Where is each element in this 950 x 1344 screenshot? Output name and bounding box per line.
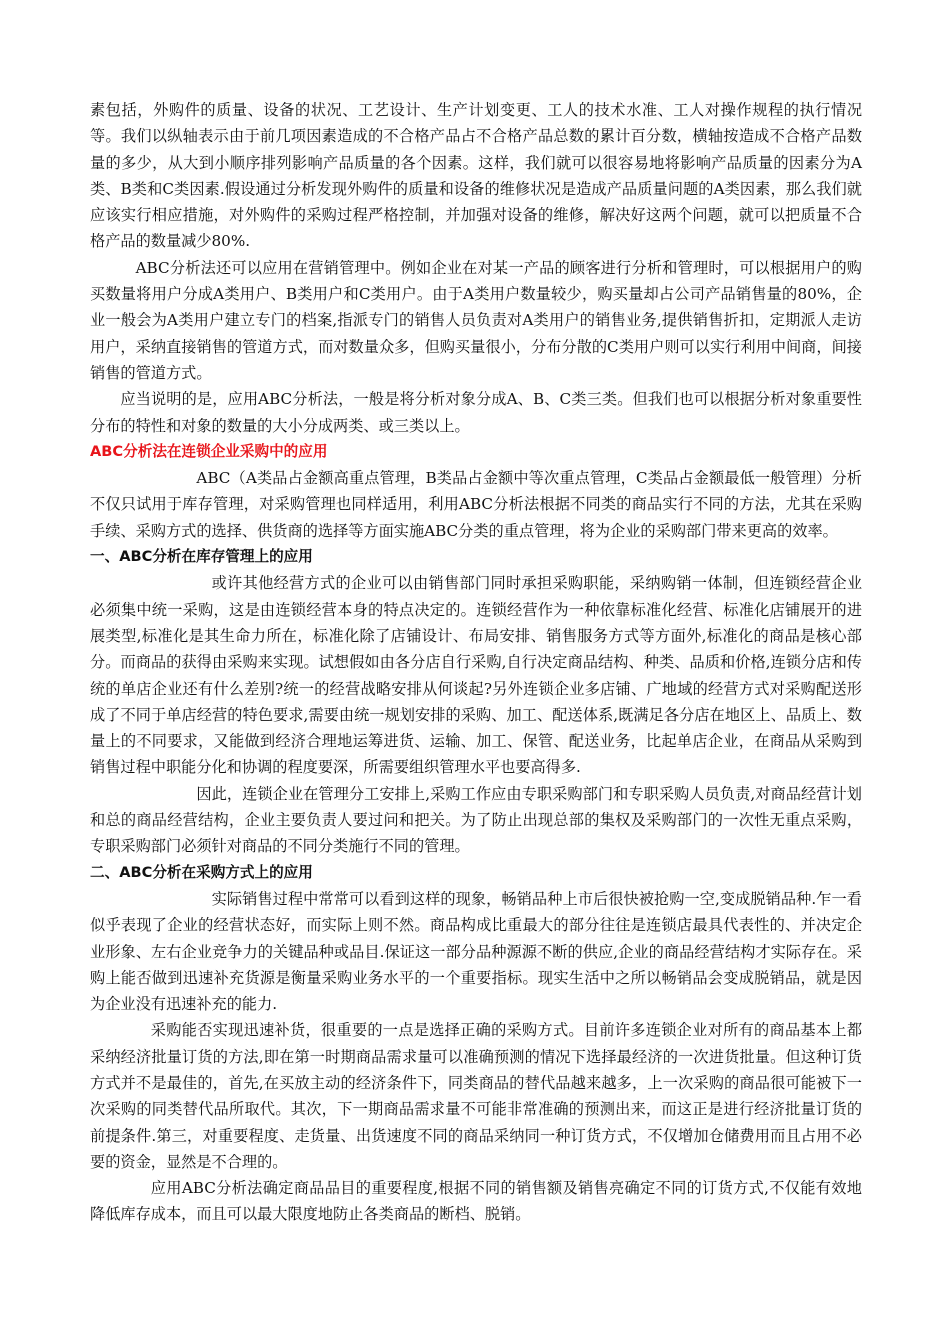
paragraph-marketing: ABC分析法还可以应用在营销管理中。例如企业在对某一产品的顾客进行分析和管理时，可以根据用户的购买数量将用户分成A类用户、B类用户和C类用户。由于A类用户数量较少，购买量却占公司产品销售量的80%，企业一般会为A类用户建立专门的档案,指派专门的销售人员负责对A类用户的销售业务,提供销售折扣，定期派人走访用户，采纳直接销售的管道方式，而对数量众多，但购买量很小，分布分散的C类用户则可以实行利用中间商，间接销售的管道方式。: [90, 258, 862, 382]
paragraph-division-of-labor: 因此，连锁企业在管理分工安排上,采购工作应由专职采购部门和专职采购人员负责,对商品经营计划和总的商品经营结构，企业主要负责人要过问和把关。为了防止出现总部的集权及采购部门的一次性无重点采购，专职采购部门必须针对商品的不同分类施行不同的管理。: [90, 784, 862, 856]
paragraph-replenishment: 采购能否实现迅速补货，很重要的一点是选择正确的采购方式。目前许多连锁企业对所有的商品基本上都采纳经济批量订货的方法,即在第一时期商品需求量可以准确预测的情况下选择最经济的一次进货批量。但这种订货方式并不是最佳的，首先,在买放主动的经济条件下，同类商品的替代品越来越多，上一次采购的商品很可能被下一次采购的同类替代品所取代。其次，下一期商品需求量不可能非常准确的预测出来，而这正是进行经济批量订货的前提条件.第三，对重要程度、走货量、出货速度不同的商品采纳同一种订货方式，不仅增加仓储费用而且占用不必要的资金，显然是不合理的。: [90, 1021, 862, 1171]
paragraph-note: 应当说明的是，应用ABC分析法，一般是将分析对象分成A、B、C类三类。但我们也可以根据分析对象重要性分布的特性和对象的数量的大小分成两类、或三类以上。: [90, 390, 862, 435]
subheading-procurement-method: 二、ABC分析在采购方式上的应用: [90, 863, 313, 881]
subheading-inventory: 一、ABC分析在库存管理上的应用: [90, 548, 313, 566]
paragraph-centralized-procurement: 或许其他经营方式的企业可以由销售部门同时承担采购职能，采纳购销一体制，但连锁经营企业必须集中统一采购，这是由连锁经营本身的特点决定的。连锁经营作为一种依靠标准化经营、标准化店铺展开的进展类型,标准化是其生命力所在，标准化除了店铺设计、布局安排、销售服务方式等方面外,标准化的商品是核心部分。而商品的获得由采购来实现。试想假如由各分店自行采购,自行决定商品结构、种类、品质和价格,连锁分店和传统的单店企业还有什么差别?统一的经营战略安排从何谈起?另外连锁企业多店铺、广地域的经营方式对采购配送形成了不同于单店经营的特色要求,需要由统一规划安排的采购、加工、配送体系,既满足各分店在地区上、品质上、数量上的不同要求，又能做到经济合理地运筹进货、运输、加工、保管、配送业务，比起单店企业，在商品从采购到销售过程中职能分化和协调的程度要深，所需要组织管理水平也要高得多.: [90, 574, 862, 777]
paragraph-bestsellers: 实际销售过程中常常可以看到这样的现象，畅销品种上市后很快被抢购一空,变成脱销品种.乍一看似乎表现了企业的经营状态好，而实际上则不然。商品构成比重最大的部分往往是连锁店最具代表性的、并决定企业形象、左右企业竞争力的关键品种或品目.保证这一部分品种源源不断的供应,企业的商品经营结构才实际存在。采购上能否做到迅速补充货源是衡量采购业务水平的一个重要指标。现实生活中之所以畅销品会变成脱销品，就是因为企业没有迅速补充的能力.: [90, 889, 862, 1014]
paragraph-abc-intro: ABC（A类品占金额高重点管理，B类品占金额中等次重点管理，C类品占金额最低一般管理）分析不仅只试用于库存管理，对采购管理也同样适用，利用ABC分析法根据不同类的商品实行不同的方法，尤其在采购手续、采购方式的选择、供货商的选择等方面实施ABC分类的重点管理，将为企业的采购部门带来更高的效率。: [90, 469, 862, 540]
paragraph-quality-factors: 素包括，外购件的质量、设备的状况、工艺设计、生产计划变更、工人的技术水准、工人对操作规程的执行情况等。我们以纵轴表示由于前几项因素造成的不合格产品占不合格产品总数的累计百分数，横轴按造成不合格产品数量的多少，从大到小顺序排列影响产品质量的各个因素。这样，我们就可以很容易地将影响产品质量的因素分为A类、B类和C类因素.假设通过分析发现外购件的质量和设备的维修状况是造成产品质量问题的A类因素，那么我们就应该实行相应措施，对外购件的采购过程严格控制，并加强对设备的维修，解决好这两个问题，就可以把质量不合格产品的数量减少80%.: [90, 101, 862, 251]
paragraph-conclusion: 应用ABC分析法确定商品品目的重要程度,根据不同的销售额及销售亮确定不同的订货方式,不仅能有效地降低库存成本，而且可以最大限度地防止各类商品的断档、脱销。: [90, 1179, 862, 1224]
document-page: [90, 97, 862, 1228]
section-heading-chain-procurement: ABC分析法在连锁企业采购中的应用: [90, 442, 328, 460]
